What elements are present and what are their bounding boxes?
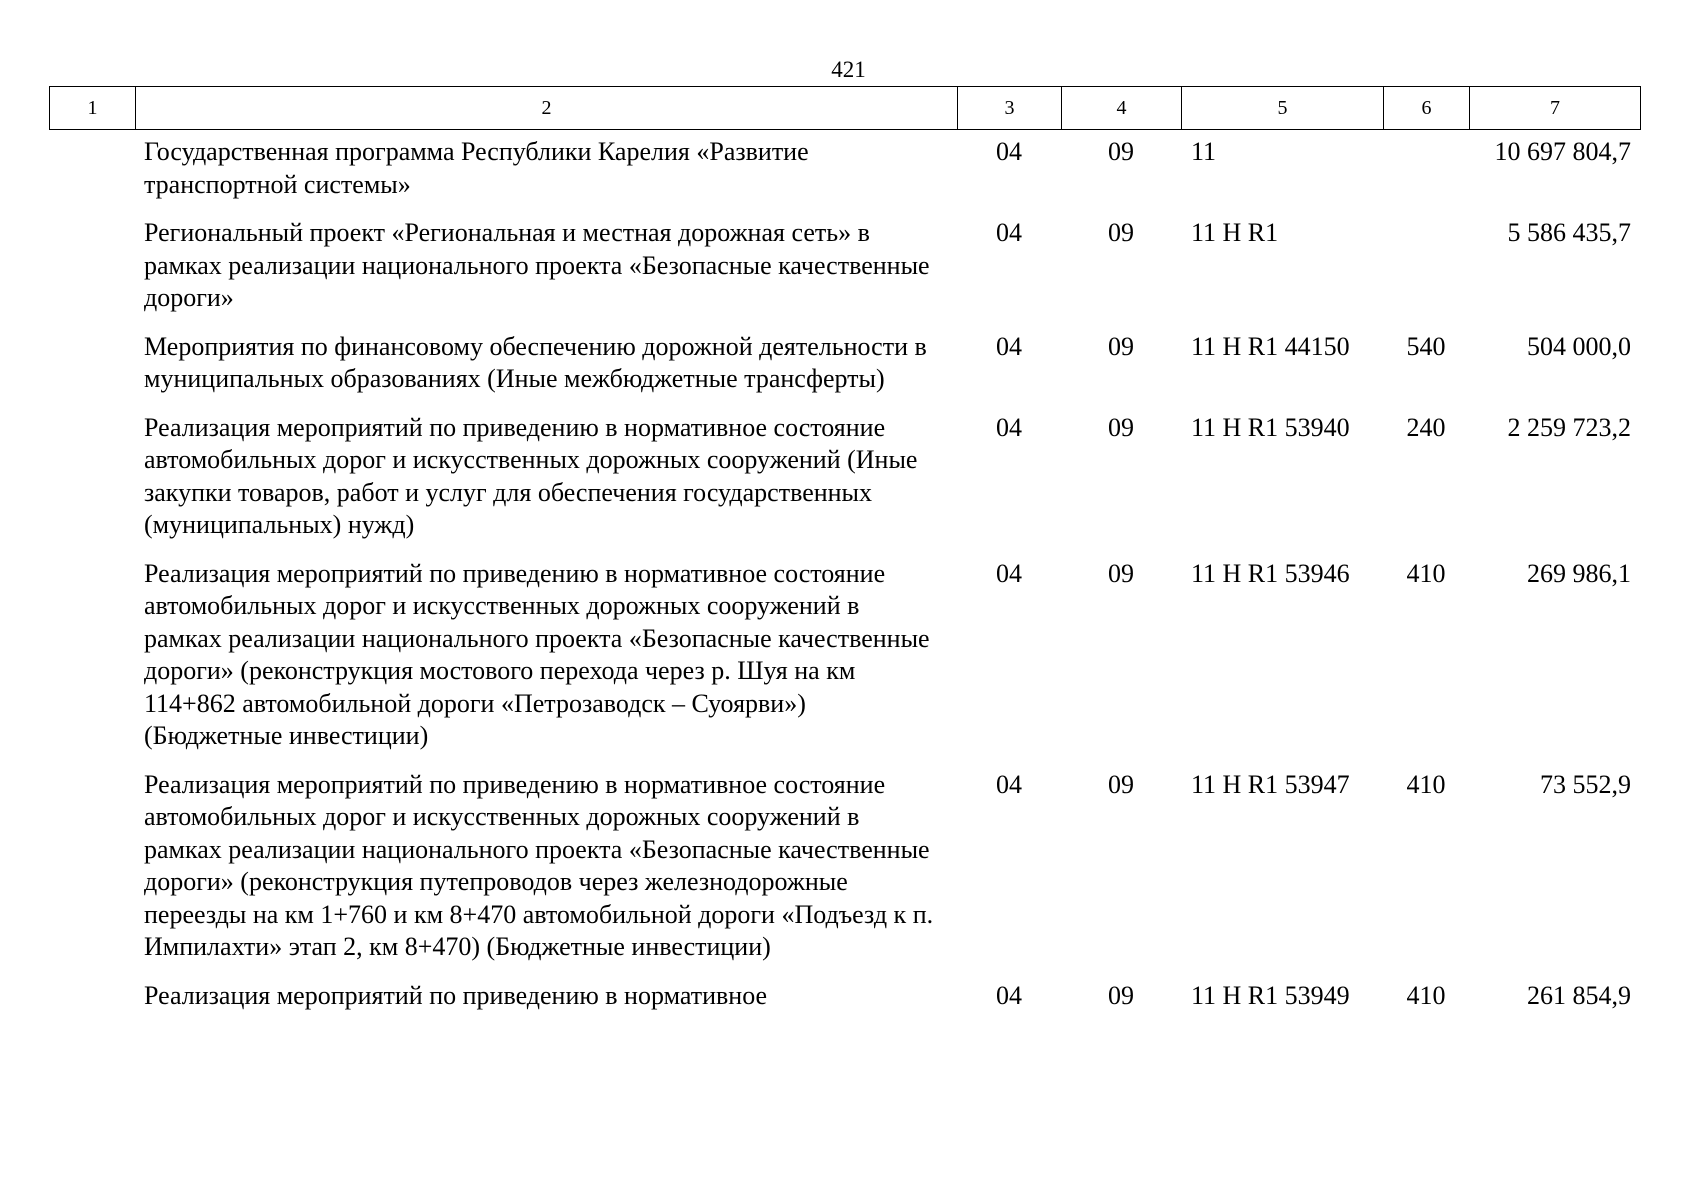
budget-table — [49, 136, 1640, 1028]
row-subsection: 09 — [1108, 218, 1134, 247]
row-amount: 261 854,9 — [1527, 980, 1631, 1010]
row-section: 04 — [996, 218, 1022, 247]
row-subsection: 09 — [1108, 769, 1134, 799]
table-row — [49, 769, 1640, 980]
row-name: Государственная программа Республики Карелия «Развитие транспортной системы» — [144, 137, 809, 199]
row-name: Региональный проект «Региональная и местная дорожная сеть» в рамках реализации национального проекта «Безопасные качественные дороги» — [144, 218, 930, 312]
row-amount: 10 697 804,7 — [1494, 137, 1631, 166]
row-section: 04 — [996, 412, 1022, 442]
row-name: Реализация мероприятий по приведению в нормативное состояние автомобильных дорог и искусственных дорожных сооружений в рамках реализации национального проекта «Безопасные качественные дороги» (реконструкция мостового перехода через р. Шуя на км 114+862 автомобильной дороги «Петрозаводск – Суоярви») (Бюджетные инвестиции) — [144, 558, 930, 750]
header-cell-2: 2 — [136, 87, 958, 130]
row-section: 04 — [996, 980, 1022, 1010]
row-name: Мероприятия по финансовому обеспечению дорожной деятельности в муниципальных образованиях (Иные межбюджетные трансферты) — [144, 331, 927, 393]
row-expense-type — [1383, 136, 1469, 217]
table-row — [49, 412, 1640, 558]
header-cell-1: 1 — [50, 87, 136, 130]
header-cell-6: 6 — [1384, 87, 1470, 130]
row-index-cell — [49, 217, 135, 331]
page-number: 421 — [831, 57, 866, 82]
header-cell-3: 3 — [958, 87, 1062, 130]
row-section: 04 — [996, 558, 1022, 588]
row-subsection: 09 — [1108, 412, 1134, 442]
row-expense-type: 540 — [1406, 331, 1446, 361]
row-name: Реализация мероприятий по приведению в нормативное состояние автомобильных дорог и искусственных дорожных сооружений (Иные закупки товаров, работ и услуг для обеспечения государственных (муниципальных) нужд) — [144, 412, 918, 539]
header-row — [50, 87, 1641, 130]
row-index-cell — [49, 136, 135, 217]
row-amount: 5 586 435,7 — [1507, 218, 1631, 247]
row-name: Реализация мероприятий по приведению в нормативное состояние автомобильных дорог и искусственных дорожных сооружений в рамках реализации национального проекта «Безопасные качественные дороги» (реконструкция путепроводов через железнодорожные переезды на км 1+760 и км 8+470 автомобильной дороги «Подъезд к п. Импилахти» этап 2, км 8+470) (Бюджетные инвестиции) — [144, 769, 934, 961]
row-expense-type — [1383, 217, 1469, 331]
row-name: Реализация мероприятий по приведению в нормативное — [144, 980, 768, 1010]
row-index-cell — [49, 769, 135, 980]
header-cell-7: 7 — [1470, 87, 1641, 130]
row-index-cell — [49, 558, 135, 769]
row-subsection: 09 — [1108, 137, 1134, 166]
row-section: 04 — [996, 331, 1022, 361]
row-expense-type: 410 — [1406, 980, 1446, 1010]
row-amount: 269 986,1 — [1527, 558, 1631, 588]
row-target-code: 11 Н R1 — [1191, 218, 1279, 247]
row-subsection: 09 — [1108, 558, 1134, 588]
column-number-header — [49, 86, 1641, 130]
table-row — [49, 331, 1640, 412]
header-cell-5: 5 — [1182, 87, 1384, 130]
row-expense-type: 240 — [1406, 412, 1446, 442]
row-target-code: 11 Н R1 44150 — [1191, 331, 1350, 361]
row-section: 04 — [996, 769, 1022, 799]
row-subsection: 09 — [1108, 980, 1134, 1010]
table-row — [49, 136, 1640, 217]
row-section: 04 — [996, 137, 1022, 166]
row-expense-type: 410 — [1406, 769, 1446, 799]
row-amount: 2 259 723,2 — [1507, 412, 1631, 442]
row-target-code: 11 Н R1 53949 — [1191, 980, 1350, 1010]
row-amount: 504 000,0 — [1527, 331, 1631, 361]
row-index-cell — [49, 331, 135, 412]
row-target-code: 11 Н R1 53947 — [1191, 769, 1350, 799]
row-amount: 73 552,9 — [1540, 769, 1631, 799]
row-subsection: 09 — [1108, 331, 1134, 361]
row-index-cell — [49, 980, 135, 1029]
row-expense-type: 410 — [1406, 558, 1446, 588]
row-target-code: 11 Н R1 53946 — [1191, 558, 1350, 588]
header-cell-4: 4 — [1062, 87, 1182, 130]
row-index-cell — [49, 412, 135, 558]
row-target-code: 11 — [1191, 137, 1217, 166]
row-target-code: 11 Н R1 53940 — [1191, 412, 1350, 442]
table-row — [49, 217, 1640, 331]
table-row — [49, 980, 1640, 1029]
table-row — [49, 558, 1640, 769]
